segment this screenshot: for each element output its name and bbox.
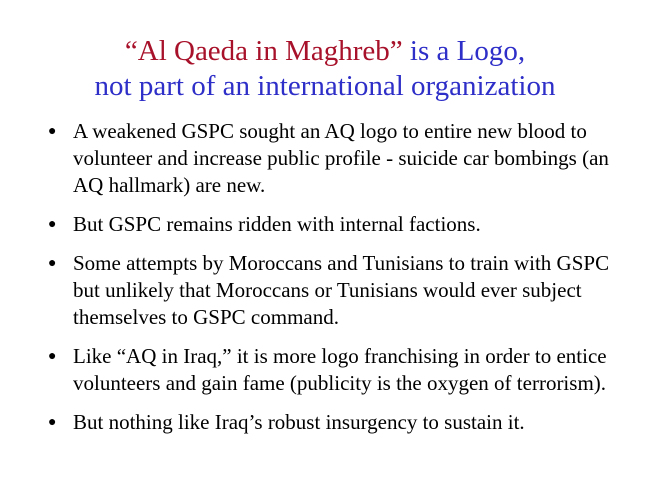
bullet-text: But nothing like Iraq’s robust insurgency to sustain it. xyxy=(73,410,525,434)
bullet-text: Some attempts by Moroccans and Tunisians to train with GSPC but unlikely that Moroccans or Tunisians would ever subject themselves to GSPC command. xyxy=(73,251,610,329)
bullet-dot-icon: ● xyxy=(48,349,57,364)
bullet-item xyxy=(38,343,638,397)
bullet-dot-icon: ● xyxy=(48,124,57,139)
bullet-text: But GSPC remains ridden with internal factions. xyxy=(73,212,481,236)
bullet-item xyxy=(38,118,638,199)
title-line-2: not part of an international organization xyxy=(94,70,556,102)
bullet-text: Like “AQ in Iraq,” it is more logo franchising in order to entice volunteers and gain fame (publicity is the oxygen of terrorism). xyxy=(73,344,607,395)
bullet-item xyxy=(38,250,638,331)
title-quoted-name: “Al Qaeda in Maghreb” xyxy=(124,35,403,67)
bullet-dot-icon: ● xyxy=(48,256,57,271)
bullet-item xyxy=(38,211,638,238)
bullet-dot-icon: ● xyxy=(48,415,57,430)
bullet-text: A weakened GSPC sought an AQ logo to entire new blood to volunteer and increase public profile - suicide car bombings (an AQ hallmark) are new. xyxy=(73,119,609,197)
bullet-dot-icon: ● xyxy=(48,217,57,232)
bullet-list xyxy=(38,118,638,436)
title-line-1-rest: is a Logo, xyxy=(402,35,526,67)
bullet-item xyxy=(38,409,638,436)
title-line-1 xyxy=(0,34,650,69)
slide-title xyxy=(0,34,650,104)
